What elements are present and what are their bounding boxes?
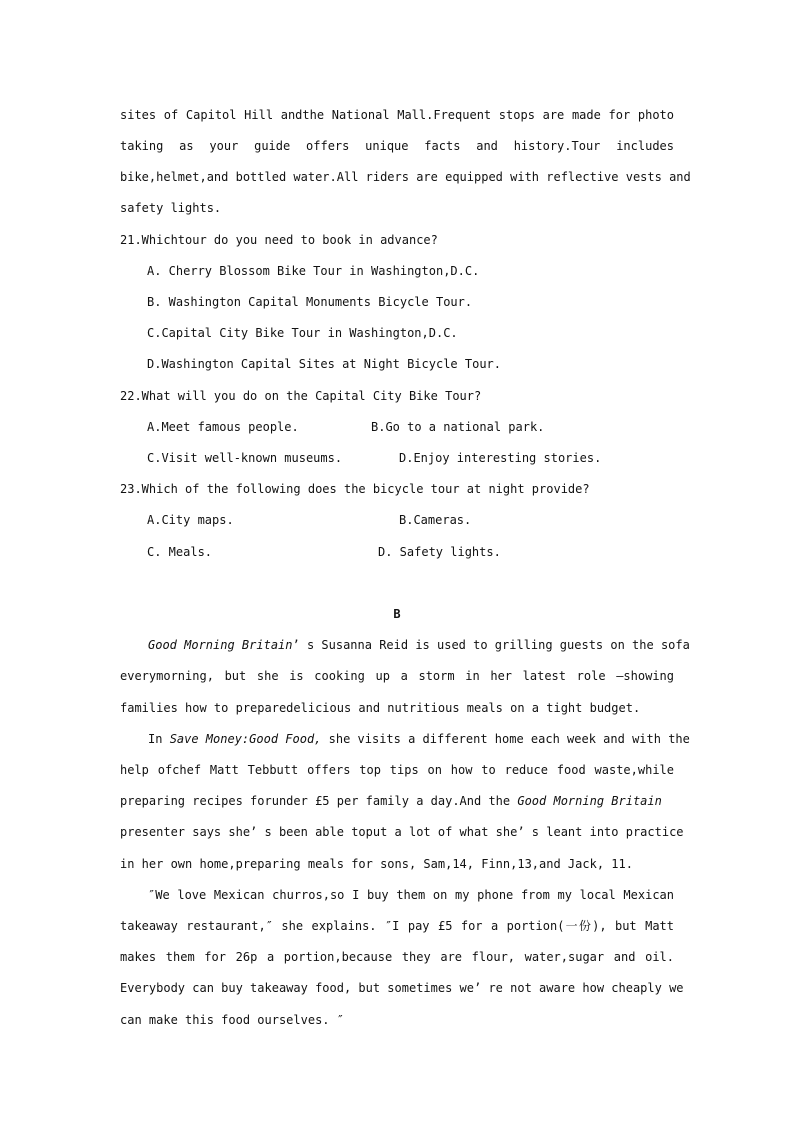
question-21-option-b: B. Washington Capital Monuments Bicycle Tour. bbox=[147, 295, 473, 309]
passage-line: families how to preparedelicious and nutritious meals on a tight budget. bbox=[120, 701, 641, 715]
question-23-option-c: C. Meals. bbox=[147, 545, 213, 559]
question-22-option-d: D.Enjoy interesting stories. bbox=[399, 451, 602, 465]
passage-text: In bbox=[148, 732, 170, 746]
section-heading: B bbox=[393, 607, 401, 621]
question-23-option-d: D. Safety lights. bbox=[378, 545, 501, 559]
passage-text: she visits a different home each week and with the bbox=[321, 732, 690, 746]
show-title: Good Morning Britain bbox=[517, 794, 662, 808]
passage-line bbox=[120, 793, 674, 809]
passage-line bbox=[148, 637, 690, 653]
passage-line: safety lights. bbox=[120, 201, 222, 215]
question-22-options-row-1 bbox=[147, 419, 674, 435]
passage-line: help ofchef Matt Tebbutt offers top tips on how to reduce food waste,while bbox=[120, 763, 674, 777]
passage-line: ″We love Mexican churros,so I buy them on my phone from my local Mexican bbox=[148, 888, 674, 902]
passage-line: presenter says she’ s been able toput a lot of what she’ s leant into practice bbox=[120, 825, 684, 839]
question-22-stem: 22.What will you do on the Capital City Bike Tour? bbox=[120, 389, 482, 403]
passage-line: makes them for 26p a portion,because they are flour, water,sugar and oil. bbox=[120, 950, 674, 964]
question-22-option-b: B.Go to a national park. bbox=[371, 420, 545, 434]
passage-line bbox=[148, 731, 690, 747]
question-21-option-c: C.Capital City Bike Tour in Washington,D.C. bbox=[147, 326, 458, 340]
question-23-options-row-1 bbox=[147, 512, 674, 528]
question-21-option-a: A. Cherry Blossom Bike Tour in Washington,D.C. bbox=[147, 264, 480, 278]
passage-line: bike,helmet,and bottled water.All riders are equipped with reflective vests and bbox=[120, 170, 691, 184]
question-21-stem: 21.Whichtour do you need to book in advance? bbox=[120, 233, 438, 247]
question-22-option-c: C.Visit well-known museums. bbox=[147, 451, 343, 465]
passage-line: in her own home,preparing meals for sons, Sam,14, Finn,13,and Jack, 11. bbox=[120, 857, 633, 871]
passage-text: preparing recipes forunder £5 per family a day.And the bbox=[120, 794, 518, 808]
passage-line: can make this food ourselves. ″ bbox=[120, 1013, 344, 1027]
question-23-option-b: B.Cameras. bbox=[399, 513, 472, 527]
question-22-options-row-2 bbox=[147, 450, 674, 466]
passage-line: Everybody can buy takeaway food, but sometimes we’ re not aware how cheaply we bbox=[120, 981, 684, 995]
passage-line: taking as your guide offers unique facts and history.Tour includes bbox=[120, 139, 674, 153]
show-title: Save Money:Good Food, bbox=[169, 732, 322, 746]
passage-line: takeaway restaurant,″ she explains. ″I pay £5 for a portion(一份), but Matt bbox=[120, 919, 674, 933]
passage-line: everymorning, but she is cooking up a storm in her latest role —showing bbox=[120, 669, 674, 683]
passage-text: ’ s Susanna Reid is used to grilling guests on the sofa bbox=[292, 638, 690, 652]
question-23-option-a: A.City maps. bbox=[147, 513, 234, 527]
show-title: Good Morning Britain bbox=[148, 638, 293, 652]
question-23-options-row-2 bbox=[147, 544, 674, 560]
question-23-stem: 23.Which of the following does the bicycle tour at night provide? bbox=[120, 482, 590, 496]
passage-line: sites of Capitol Hill andthe National Mall.Frequent stops are made for photo bbox=[120, 108, 674, 122]
question-22-option-a: A.Meet famous people. bbox=[147, 420, 299, 434]
question-21-option-d: D.Washington Capital Sites at Night Bicycle Tour. bbox=[147, 357, 502, 371]
